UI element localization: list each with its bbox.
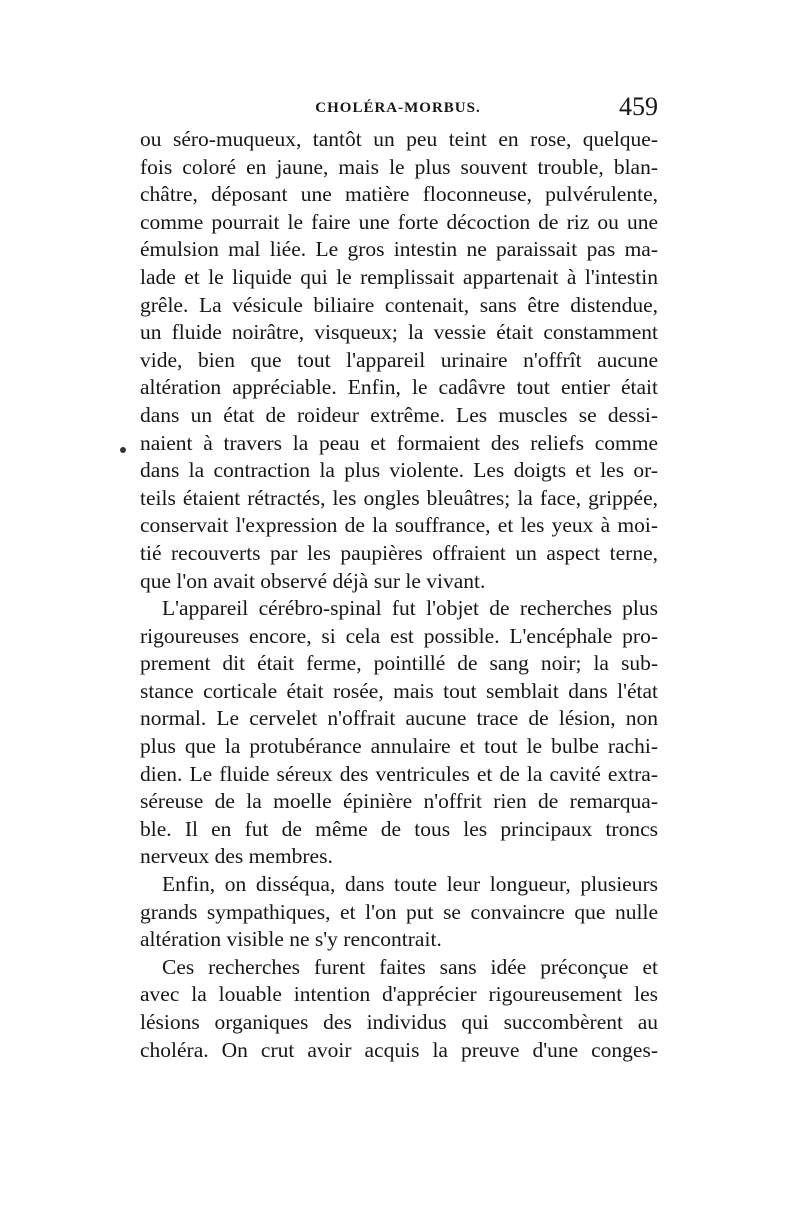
text-line: altération appréciable. Enfin, le cadâvre tout entier était [140, 375, 658, 400]
text-line: plus que la protubérance annulaire et tout le bulbe rachi- [140, 734, 658, 759]
text-line: dans la contraction la plus violente. Les doigts et les or- [140, 458, 658, 483]
text-line: lésions organiques des individus qui succombèrent au [140, 1010, 658, 1034]
text-line: tié recouverts par les paupières offraient un aspect terne, [140, 540, 658, 565]
paragraph-start-line: L'appareil cérébro-spinal fut l'objet de recherches plus [162, 596, 658, 621]
text-line: choléra. On crut avoir acquis la preuve d'une conges- [140, 1037, 658, 1062]
text-line: un fluide noirâtre, visqueux; la vessie était constamment [140, 320, 658, 345]
text-line: dans un état de roideur extrême. Les muscles se dessi- [140, 402, 658, 427]
text-line: ble. Il en fut de même de tous les principaux troncs [140, 816, 658, 841]
text-line: conservait l'expression de la souffrance, et les yeux à moi- [140, 513, 658, 538]
text-line: émulsion mal liée. Le gros intestin ne paraissait pas ma- [140, 237, 658, 262]
text-line: lade et le liquide qui le remplissait appartenait à l'intestin [140, 264, 658, 289]
margin-mark [120, 447, 126, 453]
text-line: vide, bien que tout l'appareil urinaire n'offrît aucune [140, 347, 658, 372]
text-line: stance corticale était rosée, mais tout semblait dans l'état [140, 678, 658, 703]
page-number: 459 [619, 92, 658, 121]
text-line: rigoureuses encore, si cela est possible. L'encéphale pro- [140, 623, 658, 648]
body-text [140, 126, 658, 1064]
paragraph-end-line: que l'on avait observé déjà sur le vivant. [140, 568, 486, 593]
text-line: fois coloré en jaune, mais le plus souvent trouble, blan- [140, 154, 658, 179]
text-line: châtre, déposant une matière floconneuse, pulvérulente, [140, 182, 658, 207]
text-line: ou séro-muqueux, tantôt un peu teint en rose, quelque- [140, 127, 658, 151]
text-line: dien. Le fluide séreux des ventricules et de la cavité extra- [140, 761, 658, 786]
text-line: teils étaient rétractés, les ongles bleuâtres; la face, grippée, [140, 485, 658, 510]
text-line: séreuse de la moelle épinière n'offrit rien de remarqua- [140, 789, 658, 814]
running-title: CHOLÉRA-MORBUS. [315, 100, 481, 116]
paragraph-start-line: Enfin, on disséqua, dans toute leur longueur, plusieurs [162, 872, 658, 897]
paragraph-start-line: Ces recherches furent faites sans idée préconçue et [162, 954, 658, 979]
text-line: comme pourrait le faire une forte décoction de riz ou une [140, 209, 658, 234]
text-line: avec la louable intention d'apprécier rigoureusement les [140, 982, 658, 1007]
running-head [138, 92, 658, 126]
text-line: normal. Le cervelet n'offrait aucune trace de lésion, non [140, 706, 658, 731]
text-line: naient à travers la peau et formaient des reliefs comme [140, 430, 658, 455]
paragraph-end-line: nerveux des membres. [140, 844, 333, 869]
paragraph-end-line: altération visible ne s'y rencontrait. [140, 927, 442, 952]
text-line: grêle. La vésicule biliaire contenait, sans être distendue, [140, 292, 658, 317]
text-line: prement dit était ferme, pointillé de sang noir; la sub- [140, 651, 658, 676]
text-line: grands sympathiques, et l'on put se convaincre que nulle [140, 899, 658, 924]
